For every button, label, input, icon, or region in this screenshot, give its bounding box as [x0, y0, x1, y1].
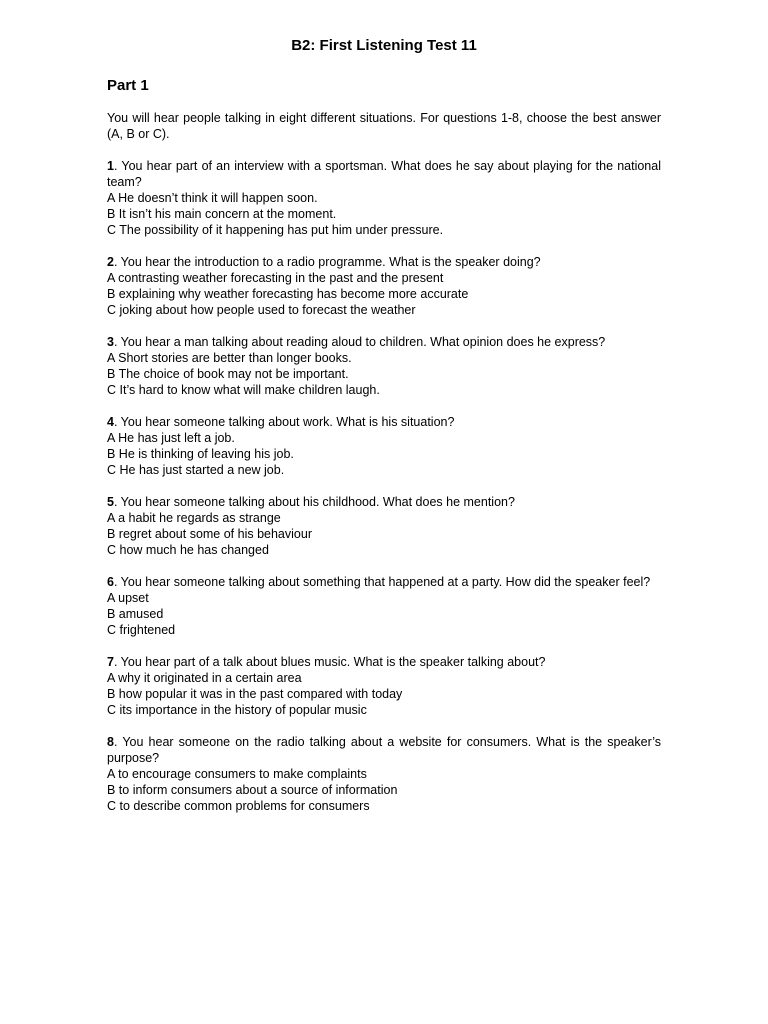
question-number: 6 — [107, 575, 114, 589]
question-number: 2 — [107, 255, 114, 269]
instructions-paragraph: You will hear people talking in eight different situations. For questions 1-8, choose the best answer (A, B or C). — [107, 111, 661, 141]
option-b: B regret about some of his behaviour — [107, 527, 312, 541]
option-a: A Short stories are better than longer books. — [107, 351, 352, 365]
question-5 — [107, 494, 661, 558]
question-stem — [107, 414, 661, 430]
question-2 — [107, 254, 661, 318]
question-stem — [107, 654, 661, 670]
question-number: 1 — [107, 159, 114, 173]
option-b: B The choice of book may not be important. — [107, 367, 349, 381]
option-b: B explaining why weather forecasting has become more accurate — [107, 287, 469, 301]
question-text: . You hear someone on the radio talking about a website for consumers. What is the speaker’s purpose? — [107, 735, 661, 765]
document-title: B2: First Listening Test 11 — [291, 37, 477, 54]
question-text: . You hear someone talking about something that happened at a party. How did the speaker feel? — [113, 575, 651, 589]
option-b: B to inform consumers about a source of information — [107, 783, 398, 797]
question-stem — [107, 494, 661, 510]
question-3 — [107, 334, 661, 398]
option-c: C He has just started a new job. — [107, 463, 285, 477]
option-c: C to describe common problems for consumers — [107, 799, 370, 813]
question-text: . You hear part of a talk about blues music. What is the speaker talking about? — [113, 655, 546, 669]
question-1 — [107, 158, 661, 238]
option-a: A a habit he regards as strange — [107, 511, 281, 525]
option-a: A upset — [107, 591, 149, 605]
option-c: C its importance in the history of popular music — [107, 703, 367, 717]
question-stem — [107, 734, 661, 766]
option-b: B how popular it was in the past compared with today — [107, 687, 403, 701]
option-b: B He is thinking of leaving his job. — [107, 447, 294, 461]
option-c: C The possibility of it happening has put him under pressure. — [107, 223, 444, 237]
option-b: B amused — [107, 607, 164, 621]
option-a: A He has just left a job. — [107, 431, 235, 445]
option-c: C It’s hard to know what will make children laugh. — [107, 383, 380, 397]
question-stem — [107, 158, 661, 190]
option-c: C how much he has changed — [107, 543, 269, 557]
question-stem — [107, 574, 661, 590]
option-a: A to encourage consumers to make complaints — [107, 767, 367, 781]
question-7 — [107, 654, 661, 718]
option-c: C frightened — [107, 623, 176, 637]
question-text: . You hear someone talking about work. What is his situation? — [113, 415, 455, 429]
question-stem — [107, 254, 661, 270]
option-a: A contrasting weather forecasting in the past and the present — [107, 271, 444, 285]
question-4 — [107, 414, 661, 478]
question-text: . You hear a man talking about reading aloud to children. What opinion does he express? — [113, 335, 606, 349]
question-6 — [107, 574, 661, 638]
question-text: . You hear part of an interview with a sportsman. What does he say about playing for the national team? — [107, 159, 661, 189]
question-number: 5 — [107, 495, 114, 509]
question-8 — [107, 734, 661, 814]
part-heading: Part 1 — [107, 77, 149, 94]
question-number: 3 — [107, 335, 114, 349]
question-number: 4 — [107, 415, 114, 429]
question-number: 8 — [107, 735, 114, 749]
question-text: . You hear someone talking about his childhood. What does he mention? — [113, 495, 515, 509]
question-text: . You hear the introduction to a radio programme. What is the speaker doing? — [113, 255, 541, 269]
option-c: C joking about how people used to forecast the weather — [107, 303, 416, 317]
question-number: 7 — [107, 655, 114, 669]
option-a: A He doesn’t think it will happen soon. — [107, 191, 318, 205]
question-stem — [107, 334, 661, 350]
option-a: A why it originated in a certain area — [107, 671, 302, 685]
option-b: B It isn’t his main concern at the moment. — [107, 207, 337, 221]
